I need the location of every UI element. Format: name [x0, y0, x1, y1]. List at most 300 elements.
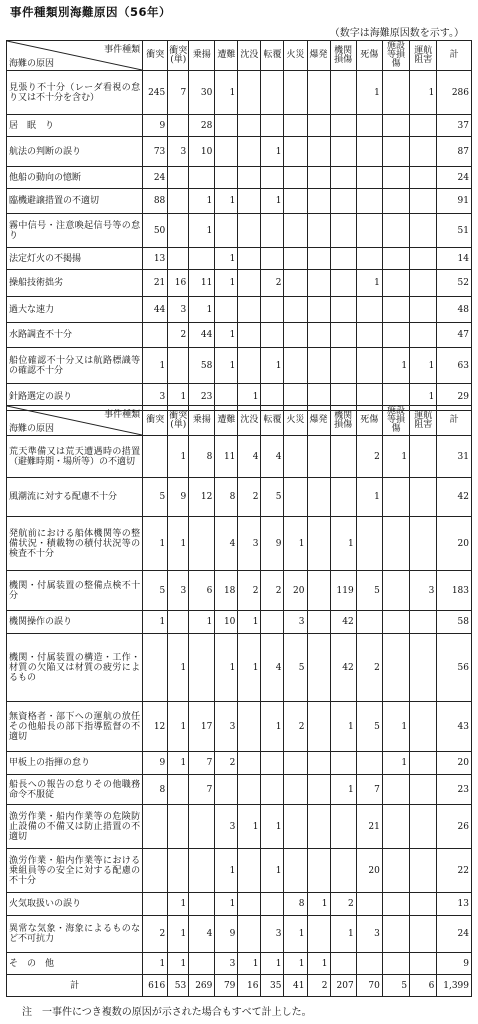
count-cell	[284, 323, 307, 348]
count-cell	[330, 805, 356, 849]
count-cell: 1	[284, 953, 307, 975]
count-cell	[189, 893, 215, 916]
count-cell	[410, 517, 437, 571]
count-cell	[382, 248, 409, 270]
column-header: 運航阻害	[410, 406, 437, 436]
count-cell	[382, 71, 409, 115]
count-cell: 28	[189, 115, 215, 137]
count-cell	[356, 348, 382, 384]
count-cell	[330, 214, 356, 248]
count-cell	[382, 115, 409, 137]
count-cell	[410, 702, 437, 752]
count-cell: 1	[189, 611, 215, 634]
table-row	[7, 167, 472, 189]
count-cell: 4	[189, 916, 215, 953]
count-cell: 44	[189, 323, 215, 348]
count-cell	[168, 248, 189, 270]
count-cell	[168, 849, 189, 893]
table-row	[7, 611, 472, 634]
count-cell	[307, 71, 330, 115]
count-cell: 9	[143, 115, 168, 137]
count-cell	[189, 634, 215, 702]
count-cell	[307, 436, 330, 478]
count-cell	[238, 893, 261, 916]
count-cell	[330, 297, 356, 323]
count-cell: 3	[261, 916, 284, 953]
count-cell	[261, 752, 284, 775]
count-cell: 2	[215, 752, 238, 775]
total-row	[7, 975, 472, 997]
count-cell	[307, 214, 330, 248]
count-cell	[238, 323, 261, 348]
count-cell	[238, 214, 261, 248]
count-cell	[382, 805, 409, 849]
total-label: 計	[7, 975, 143, 997]
count-cell	[410, 611, 437, 634]
count-cell	[307, 752, 330, 775]
cause-label: 他船の動向の憶断	[7, 167, 143, 189]
table-row	[7, 849, 472, 893]
count-cell: 2	[261, 270, 284, 297]
column-header: 死傷	[356, 406, 382, 436]
count-cell: 5	[143, 571, 168, 611]
count-cell: 1	[215, 270, 238, 297]
count-cell: 1	[261, 189, 284, 214]
cause-label: 機関操作の誤り	[7, 611, 143, 634]
count-cell	[261, 115, 284, 137]
count-cell: 2	[330, 893, 356, 916]
count-cell: 1	[168, 634, 189, 702]
count-cell	[261, 214, 284, 248]
count-cell	[382, 953, 409, 975]
count-cell: 245	[143, 71, 168, 115]
count-cell: 73	[143, 137, 168, 167]
count-cell: 4	[261, 634, 284, 702]
count-cell	[410, 323, 437, 348]
count-cell	[261, 323, 284, 348]
count-cell	[410, 752, 437, 775]
cause-label: 機関・付属装置の整備点検不十分	[7, 571, 143, 611]
table-row	[7, 805, 472, 849]
count-cell	[356, 323, 382, 348]
count-cell	[284, 478, 307, 517]
count-cell: 43	[437, 702, 472, 752]
total-cell: 70	[356, 975, 382, 997]
count-cell	[330, 953, 356, 975]
count-cell	[307, 115, 330, 137]
count-cell: 87	[437, 137, 472, 167]
count-cell	[330, 189, 356, 214]
header-row	[7, 41, 472, 71]
table-row	[7, 436, 472, 478]
count-cell	[307, 517, 330, 571]
count-cell: 6	[189, 571, 215, 611]
count-cell	[284, 752, 307, 775]
table-row	[7, 571, 472, 611]
count-cell: 4	[238, 436, 261, 478]
count-cell: 3	[356, 916, 382, 953]
table-row	[7, 953, 472, 975]
count-cell: 10	[215, 611, 238, 634]
count-cell: 1	[356, 71, 382, 115]
table-row	[7, 752, 472, 775]
count-cell: 5	[356, 571, 382, 611]
total-cell: 6	[410, 975, 437, 997]
count-cell: 50	[143, 214, 168, 248]
table-row	[7, 71, 472, 115]
count-cell	[238, 702, 261, 752]
table-row	[7, 893, 472, 916]
count-cell	[143, 849, 168, 893]
column-header: 転覆	[261, 41, 284, 71]
count-cell: 1	[330, 916, 356, 953]
count-cell	[284, 775, 307, 805]
count-cell: 22	[437, 849, 472, 893]
count-cell	[382, 323, 409, 348]
count-cell	[238, 167, 261, 189]
count-cell	[238, 348, 261, 384]
count-cell	[356, 137, 382, 167]
count-cell	[330, 348, 356, 384]
count-cell	[307, 270, 330, 297]
count-cell: 88	[143, 189, 168, 214]
count-cell	[307, 167, 330, 189]
count-cell	[143, 634, 168, 702]
count-cell: 42	[437, 478, 472, 517]
count-cell	[330, 248, 356, 270]
count-cell: 3	[215, 805, 238, 849]
column-header: 遭難	[215, 41, 238, 71]
column-header: 乗揚	[189, 406, 215, 436]
count-cell	[168, 348, 189, 384]
cause-label: 居 眠 り	[7, 115, 143, 137]
count-cell: 11	[189, 270, 215, 297]
count-cell: 1	[382, 436, 409, 478]
count-cell: 9	[437, 953, 472, 975]
count-cell: 58	[189, 348, 215, 384]
column-header: 計	[437, 41, 472, 71]
count-cell	[284, 297, 307, 323]
count-cell	[356, 517, 382, 571]
count-cell	[382, 775, 409, 805]
column-header: 乗揚	[189, 41, 215, 71]
column-header: 爆発	[307, 406, 330, 436]
total-cell: 35	[261, 975, 284, 997]
count-cell	[410, 189, 437, 214]
count-cell	[356, 611, 382, 634]
count-cell: 11	[215, 436, 238, 478]
table-row	[7, 517, 472, 571]
count-cell	[215, 137, 238, 167]
cause-label: 臨機避譲措置の不適切	[7, 189, 143, 214]
count-cell: 3	[215, 702, 238, 752]
count-cell: 1	[261, 849, 284, 893]
count-cell	[284, 436, 307, 478]
count-cell	[410, 478, 437, 517]
count-cell: 16	[168, 270, 189, 297]
count-cell	[410, 248, 437, 270]
count-cell	[238, 137, 261, 167]
count-cell	[410, 436, 437, 478]
column-header: 衝突(単)	[168, 41, 189, 71]
count-cell: 12	[189, 478, 215, 517]
count-cell	[330, 137, 356, 167]
count-cell: 1	[284, 517, 307, 571]
count-cell	[307, 571, 330, 611]
count-cell: 18	[215, 571, 238, 611]
count-cell	[382, 478, 409, 517]
count-cell: 13	[143, 248, 168, 270]
count-cell: 1	[143, 611, 168, 634]
count-cell: 47	[437, 323, 472, 348]
count-cell: 5	[261, 478, 284, 517]
count-cell: 1	[168, 517, 189, 571]
table-row	[7, 478, 472, 517]
column-header: 爆発	[307, 41, 330, 71]
count-cell	[238, 189, 261, 214]
count-cell	[215, 297, 238, 323]
count-cell: 286	[437, 71, 472, 115]
count-cell: 1	[410, 348, 437, 384]
count-cell	[168, 214, 189, 248]
count-cell: 1	[238, 953, 261, 975]
count-cell	[382, 916, 409, 953]
count-cell	[382, 137, 409, 167]
count-cell	[382, 634, 409, 702]
count-cell	[307, 478, 330, 517]
count-cell: 8	[189, 436, 215, 478]
count-cell	[356, 248, 382, 270]
count-cell: 2	[356, 634, 382, 702]
count-cell	[143, 805, 168, 849]
count-cell	[356, 189, 382, 214]
count-cell	[143, 436, 168, 478]
cause-label: 操船技術拙劣	[7, 270, 143, 297]
count-cell: 2	[143, 916, 168, 953]
count-cell	[307, 702, 330, 752]
count-cell: 1	[215, 323, 238, 348]
count-cell: 1	[261, 805, 284, 849]
count-cell: 12	[143, 702, 168, 752]
count-cell	[284, 189, 307, 214]
count-cell: 1	[307, 953, 330, 975]
count-cell	[330, 478, 356, 517]
count-cell	[356, 214, 382, 248]
count-cell	[238, 115, 261, 137]
count-cell: 9	[168, 478, 189, 517]
cause-label: 航法の判断の誤り	[7, 137, 143, 167]
count-cell: 9	[261, 517, 284, 571]
header-corner	[7, 406, 143, 436]
count-cell: 1	[330, 702, 356, 752]
count-cell	[382, 849, 409, 893]
count-cell	[189, 248, 215, 270]
corner-row-label: 海難の原因	[9, 59, 55, 69]
count-cell: 9	[143, 752, 168, 775]
column-header: 計	[437, 406, 472, 436]
count-cell: 1	[143, 517, 168, 571]
count-cell	[330, 71, 356, 115]
count-cell: 1	[238, 611, 261, 634]
count-cell: 1	[330, 517, 356, 571]
count-cell: 3	[168, 137, 189, 167]
column-header: 機関損傷	[330, 41, 356, 71]
cause-label: 異常な気象・海象によるものなど不可抗力	[7, 916, 143, 953]
cause-label: 荒天準備又は荒天遭遇時の措置（避難時期・場所等）の不適切	[7, 436, 143, 478]
column-header: 運航阻害	[410, 41, 437, 71]
column-header: 沈没	[238, 41, 261, 71]
count-cell	[284, 115, 307, 137]
count-cell	[238, 775, 261, 805]
cause-label: 水路調査不十分	[7, 323, 143, 348]
column-header: 沈没	[238, 406, 261, 436]
table-row	[7, 189, 472, 214]
cause-label: 漁労作業・船内作業等の危険防止設備の不備又は防止措置の不適切	[7, 805, 143, 849]
count-cell	[330, 115, 356, 137]
count-cell	[168, 805, 189, 849]
count-cell	[261, 297, 284, 323]
count-cell: 1	[307, 893, 330, 916]
count-cell: 1	[215, 71, 238, 115]
count-cell: 1	[238, 634, 261, 702]
count-cell: 1	[356, 478, 382, 517]
count-cell: 2	[261, 571, 284, 611]
cause-label: 発航前における船体機関等の整備状況・積載物の積付状況等の検査不十分	[7, 517, 143, 571]
count-cell	[356, 115, 382, 137]
count-cell	[238, 752, 261, 775]
count-cell	[168, 115, 189, 137]
table-row	[7, 137, 472, 167]
footnote: 注 一事件につき複数の原因が示された場合もすべて計上した。	[22, 1007, 312, 1018]
count-cell	[307, 297, 330, 323]
count-cell	[261, 611, 284, 634]
count-cell: 13	[437, 893, 472, 916]
count-cell: 1	[168, 953, 189, 975]
count-cell	[410, 849, 437, 893]
count-cell	[168, 167, 189, 189]
cause-label: 甲板上の指揮の怠り	[7, 752, 143, 775]
count-cell	[382, 167, 409, 189]
count-cell	[189, 953, 215, 975]
cause-label: 漁労作業・船内作業等における乗組員等の安全に対する配慮の不十分	[7, 849, 143, 893]
count-cell	[238, 71, 261, 115]
count-cell	[189, 849, 215, 893]
count-cell: 1	[382, 702, 409, 752]
count-cell	[356, 167, 382, 189]
count-cell: 8	[284, 893, 307, 916]
count-cell	[168, 611, 189, 634]
count-cell	[330, 270, 356, 297]
count-cell: 1	[215, 248, 238, 270]
count-cell: 1	[410, 384, 437, 411]
count-cell	[215, 167, 238, 189]
count-cell: 44	[143, 297, 168, 323]
count-cell: 24	[437, 916, 472, 953]
count-cell	[215, 775, 238, 805]
count-cell: 8	[215, 478, 238, 517]
total-cell: 269	[189, 975, 215, 997]
count-cell: 3	[410, 571, 437, 611]
count-cell: 3	[143, 384, 168, 411]
cause-label: 見張り不十分（レーダ看視の怠り又は不十分を含む）	[7, 71, 143, 115]
count-cell: 9	[215, 916, 238, 953]
count-cell: 7	[189, 775, 215, 805]
count-cell	[168, 189, 189, 214]
count-cell	[307, 189, 330, 214]
count-cell	[238, 248, 261, 270]
count-cell: 42	[330, 634, 356, 702]
count-cell: 21	[143, 270, 168, 297]
count-cell: 1	[330, 775, 356, 805]
count-cell: 3	[168, 571, 189, 611]
count-cell	[189, 167, 215, 189]
count-cell	[356, 953, 382, 975]
count-cell	[307, 137, 330, 167]
total-cell: 16	[238, 975, 261, 997]
count-cell: 1	[261, 953, 284, 975]
count-cell: 4	[261, 436, 284, 478]
count-cell	[307, 248, 330, 270]
header-corner	[7, 41, 143, 71]
count-cell: 1	[215, 189, 238, 214]
count-cell: 1	[168, 702, 189, 752]
cause-label: 針路選定の誤り	[7, 384, 143, 411]
corner-row-label: 海難の原因	[9, 424, 55, 434]
count-cell: 1	[261, 702, 284, 752]
count-cell	[307, 634, 330, 702]
count-cell	[382, 517, 409, 571]
column-header: 施設等損傷	[382, 406, 409, 436]
count-cell	[168, 775, 189, 805]
count-cell	[410, 214, 437, 248]
count-cell: 29	[437, 384, 472, 411]
count-cell	[284, 849, 307, 893]
count-cell: 24	[437, 167, 472, 189]
count-cell: 1	[238, 805, 261, 849]
column-header: 衝突	[143, 406, 168, 436]
table-row	[7, 214, 472, 248]
cause-table-part-1	[6, 40, 472, 411]
count-cell: 5	[284, 634, 307, 702]
count-cell: 51	[437, 214, 472, 248]
count-cell: 1	[215, 849, 238, 893]
count-cell: 2	[238, 478, 261, 517]
count-cell	[382, 270, 409, 297]
cause-table-part-2	[6, 405, 472, 997]
page-title: 事件種類別海難原因（56年）	[10, 5, 172, 19]
count-cell	[215, 115, 238, 137]
total-cell: 207	[330, 975, 356, 997]
count-cell: 17	[189, 702, 215, 752]
total-cell: 5	[382, 975, 409, 997]
count-cell	[307, 849, 330, 893]
count-cell	[238, 270, 261, 297]
count-cell	[330, 436, 356, 478]
count-cell: 1	[168, 384, 189, 411]
count-cell: 56	[437, 634, 472, 702]
count-cell	[284, 214, 307, 248]
column-header: 転覆	[261, 406, 284, 436]
count-cell	[143, 323, 168, 348]
count-cell	[410, 115, 437, 137]
count-cell	[330, 849, 356, 893]
table-row	[7, 916, 472, 953]
header-row	[7, 406, 472, 436]
count-cell: 31	[437, 436, 472, 478]
cause-label: 船位確認不十分又は航路標識等の確認不十分	[7, 348, 143, 384]
count-cell: 3	[238, 517, 261, 571]
count-cell	[382, 893, 409, 916]
